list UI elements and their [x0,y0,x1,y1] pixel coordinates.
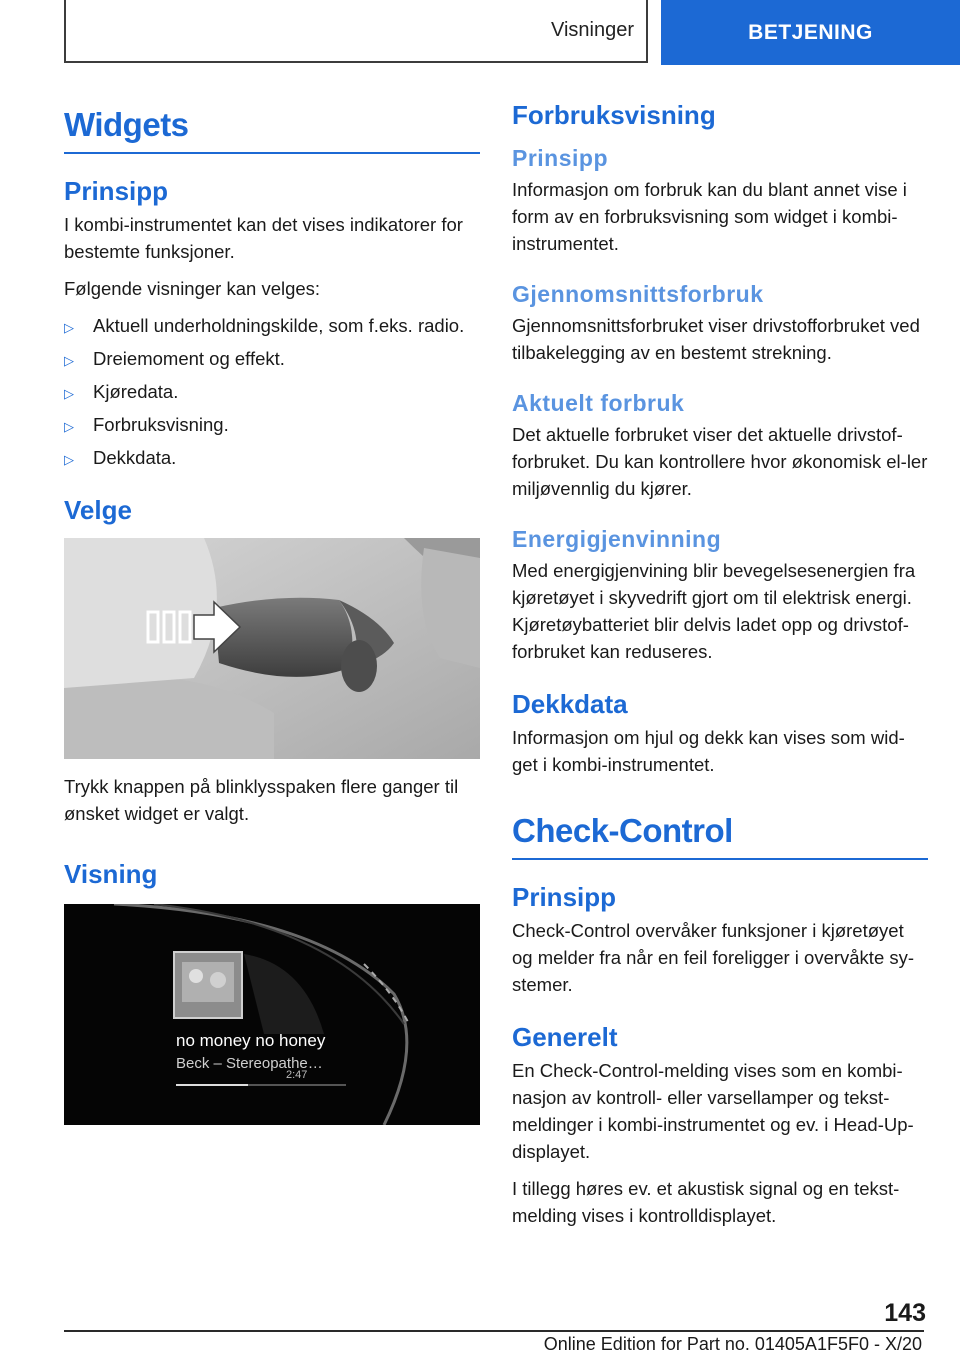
right-column [512,100,928,1239]
widgets-options-intro: Følgende visninger kan velges: [64,278,321,299]
average-consumption-heading: Gjennomsnittsforbruk [512,281,764,307]
consumption-principle-text: Informasjon om forbruk kan du blant annet vise i form av en forbruksvisning som widget i kombi-instrumentet. [512,179,907,254]
tire-data-text: Informasjon om hjul og dekk kan vises som wid-get i kombi-instrumentet. [512,727,905,775]
consumption-title: Forbruksvisning [512,100,716,130]
general-text-2: I tillegg høres ev. et akustisk signal og en tekst-melding vises i kontrolldisplayet. [512,1178,900,1226]
list-item: ▷ Dekkdata. [64,444,480,473]
list-item: ▷ Dreiemoment og effekt. [64,345,480,374]
current-consumption-text: Det aktuelle forbruket viser det aktuelle drivstof-forbruket. Du kan kontrollere hvor økonomisk el-ler miljøvennlig du kjører. [512,424,928,499]
left-column [64,96,480,1125]
widgets-principle-text: I kombi-instrumentet kan det vises indikatorer for bestemte funksjoner. [64,214,463,262]
footer-divider [64,1330,924,1332]
check-principle-text: Check-Control overvåker funksjoner i kjøretøyet og melder fra når en feil foreligger i overvåkte sy-stemer. [512,920,915,995]
triangle-bullet-icon: ▷ [64,386,74,401]
list-item: ▷ Aktuell underholdningskilde, som f.eks. radio. [64,312,480,341]
tire-data-heading: Dekkdata [512,689,628,719]
display-heading: Visning [64,859,158,889]
widgets-principle-heading: Prinsipp [64,176,169,206]
triangle-bullet-icon: ▷ [64,353,74,368]
select-heading: Velge [64,495,132,525]
check-principle-heading: Prinsipp [512,882,617,912]
header-chapter-tab[interactable] [661,0,960,65]
widgets-title: Widgets [64,96,480,154]
instrument-cluster-widget-image [64,904,480,1125]
energy-recovery-heading: Energigjenvinning [512,526,722,552]
list-item: ▷ Kjøredata. [64,378,480,407]
widget-track-artist: Beck – Stereopathe… [176,1055,323,1072]
widgets-options-list [64,312,480,473]
triangle-bullet-icon: ▷ [64,452,74,467]
header-section-box [64,0,648,63]
general-heading: Generelt [512,1022,618,1052]
current-consumption-heading: Aktuelt forbruk [512,390,685,416]
consumption-principle-heading: Prinsipp [512,145,609,171]
triangle-bullet-icon: ▷ [64,419,74,434]
triangle-bullet-icon: ▷ [64,320,74,335]
footer-edition: Online Edition for Part no. 01405A1F5F0 - X/20 [543,1334,922,1354]
widget-track-time: 2:47 [286,1069,308,1081]
page-number: 143 [884,1299,926,1327]
energy-recovery-text: Med energigjenvining blir bevegelsesenergien fra kjøretøyet i skyvedrift gjort om til elektrisk energi. Kjøretøybatteriet blir delvis ladet opp og drivstof-forbruket kan reduseres. [512,560,916,662]
check-control-title: Check-Control [512,802,928,860]
average-consumption-text: Gjennomsnittsforbruket viser drivstofforbruket ved tilbakelegging av en bestemt strekning. [512,315,920,363]
select-text: Trykk knappen på blinklysspaken flere ganger til ønsket widget er valgt. [64,776,459,824]
header-chapter-label: BETJENING [748,20,873,44]
list-item: ▷ Forbruksvisning. [64,411,480,440]
general-text-1: En Check-Control-melding vises som en kombi-nasjon av kontroll- eller varsellamper og tekst-meldinger i kombi-instrumentet og ev. i Head-Up-displayet. [512,1060,914,1162]
turn-signal-lever-illustration [64,538,480,759]
header-section-title: Visninger [550,19,634,41]
widget-track-title: no money no honey [176,1031,326,1050]
